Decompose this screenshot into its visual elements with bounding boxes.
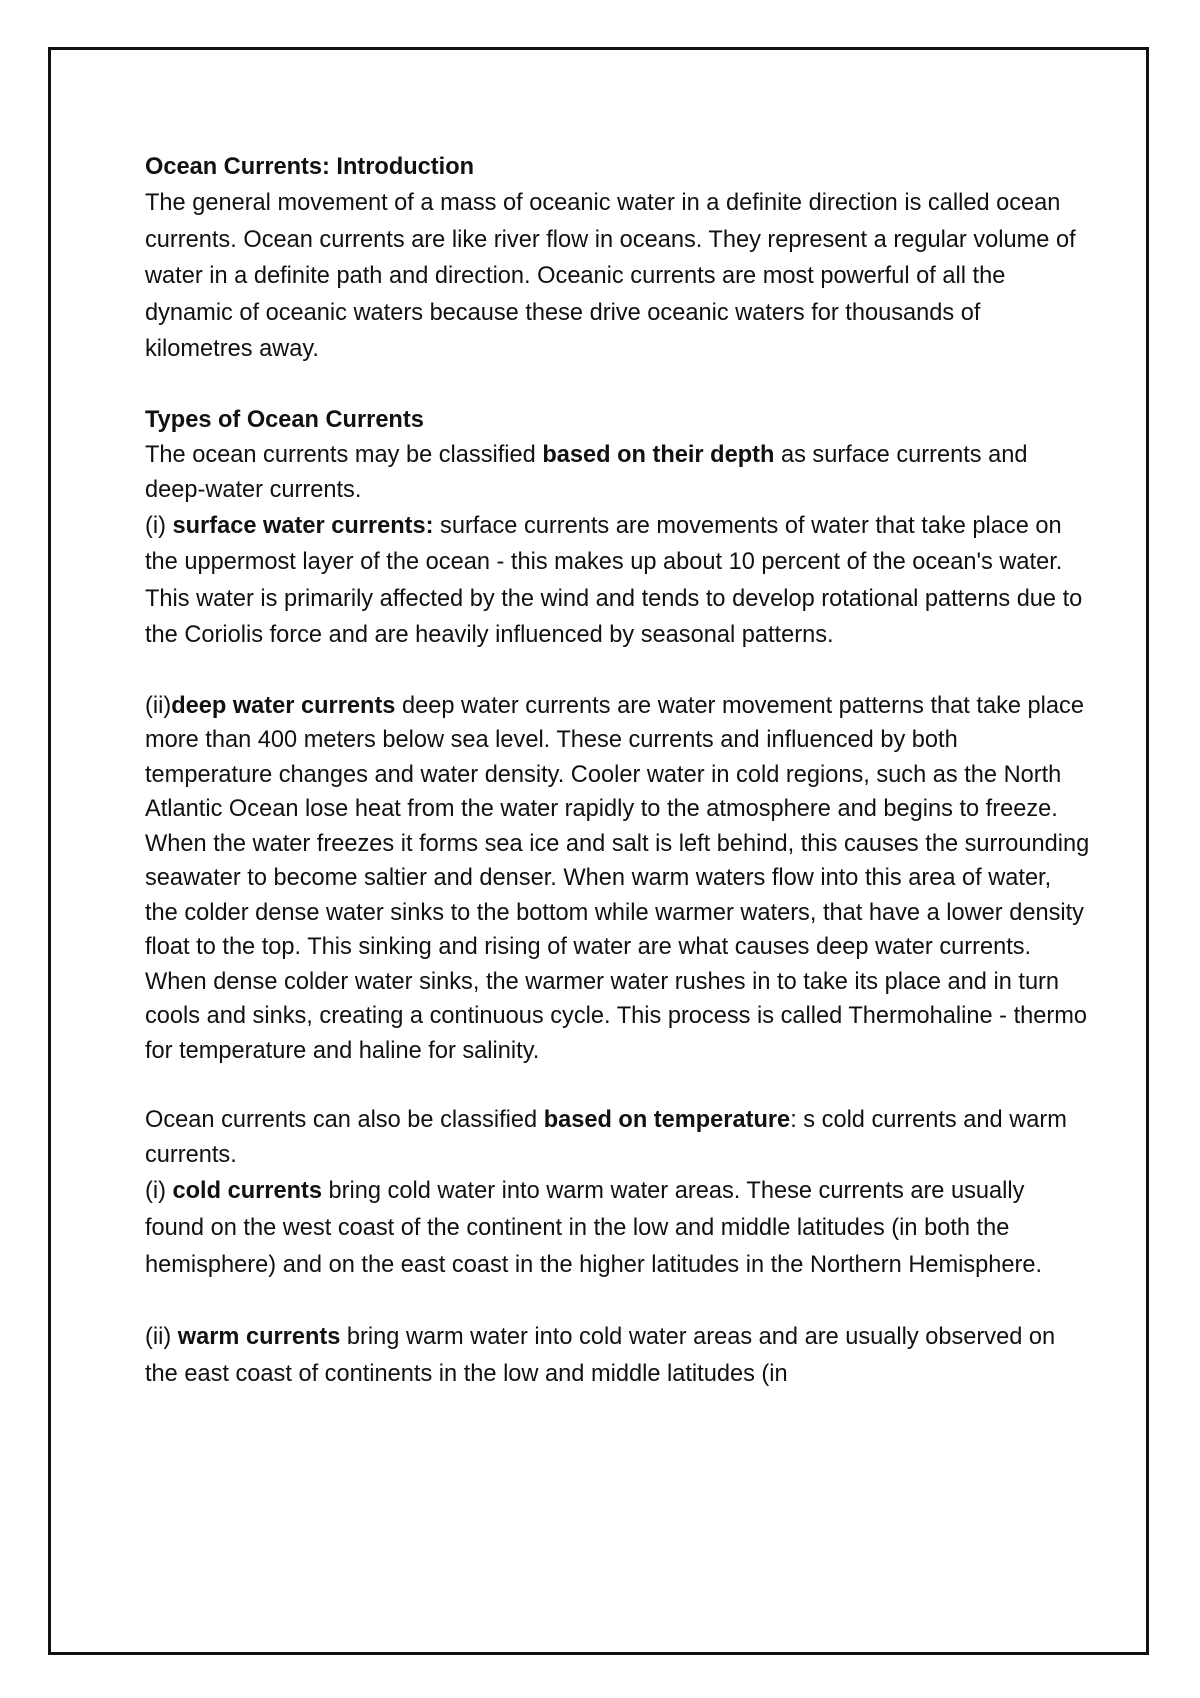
types-intro-bold: based on their depth bbox=[542, 441, 775, 468]
surface-term: surface water currents: bbox=[172, 512, 434, 539]
paragraph-surface-currents bbox=[145, 508, 1090, 654]
warm-term: warm currents bbox=[177, 1324, 341, 1350]
paragraph-cold-currents bbox=[145, 1173, 1090, 1284]
paragraph-warm-currents bbox=[145, 1319, 1090, 1393]
cold-prefix: (i) bbox=[145, 1178, 173, 1204]
types-intro-rest: as surface currents and deep-water currents. bbox=[145, 441, 1028, 503]
spacer bbox=[145, 654, 1090, 689]
temperature-intro-bold: based on temperature bbox=[543, 1107, 791, 1133]
warm-prefix: (ii) bbox=[145, 1324, 178, 1350]
document-body bbox=[145, 150, 1090, 1393]
types-intro-text: The ocean currents may be classified bbox=[145, 441, 543, 468]
cold-text: bring cold water into warm water areas. These currents are usually found on the west coast of the continent in the low and middle latitudes (in both the hemisphere) and on the east coast in the higher latitudes in the Northern Hemisphere. bbox=[145, 1178, 1043, 1278]
spacer bbox=[145, 1068, 1090, 1103]
warm-text: bring warm water into cold water areas and are usually observed on the east coast of continents in the low and middle latitudes (in bbox=[145, 1324, 1056, 1387]
heading-types: Types of Ocean Currents bbox=[145, 406, 424, 433]
cold-term: cold currents bbox=[172, 1178, 322, 1204]
paragraph-temperature-intro bbox=[145, 1103, 1090, 1173]
spacer bbox=[145, 368, 1090, 403]
deep-prefix: (ii) bbox=[145, 692, 172, 719]
temperature-intro-text: Ocean currents can also be classified bbox=[145, 1107, 544, 1133]
deep-text: deep water currents are water movement patterns that take place more than 400 meters below sea level. These currents and influenced by both temperature changes and water density. Cooler water in cold regions, such as the North Atlantic Ocean lose heat from the water rapidly to the atmosphere and begins to freeze. When the water freezes it forms sea ice and salt is left behind, this causes the surrounding seawater to become saltier and denser. When warm waters flow into this area of water, the colder dense water sinks to the bottom while warmer waters, that have a lower density float to the top. This sinking and rising of water are what causes deep water currents. When dense colder water sinks, the warmer water rushes in to take its place and in turn cools and sinks, creating a continuous cycle. This process is called Thermohaline - thermo for temperature and haline for salinity. bbox=[145, 692, 1090, 1064]
deep-term: deep water currents bbox=[171, 692, 396, 719]
spacer bbox=[145, 1284, 1090, 1319]
surface-text: surface currents are movements of water that take place on the uppermost layer of the ocean - this makes up about 10 percent of the ocean's water. This water is primarily affected by the wind and tends to develop rotational patterns due to the Coriolis force and are heavily influenced by seasonal patterns. bbox=[145, 512, 1083, 648]
temperature-intro-rest: : s cold currents and warm currents. bbox=[145, 1107, 1067, 1168]
heading-introduction: Ocean Currents: Introduction bbox=[145, 154, 475, 180]
paragraph-introduction: The general movement of a mass of oceanic water in a definite direction is called ocean currents. Ocean currents are like river flow in oceans. They represent a regular volume of water in a definite path and direction. Oceanic currents are most powerful of all the dynamic of oceanic waters because these drive oceanic waters for thousands of kilometres away. bbox=[145, 190, 1076, 362]
paragraph-types-intro bbox=[145, 438, 1090, 508]
surface-prefix: (i) bbox=[145, 512, 173, 539]
paragraph-deep-currents bbox=[145, 689, 1090, 1069]
